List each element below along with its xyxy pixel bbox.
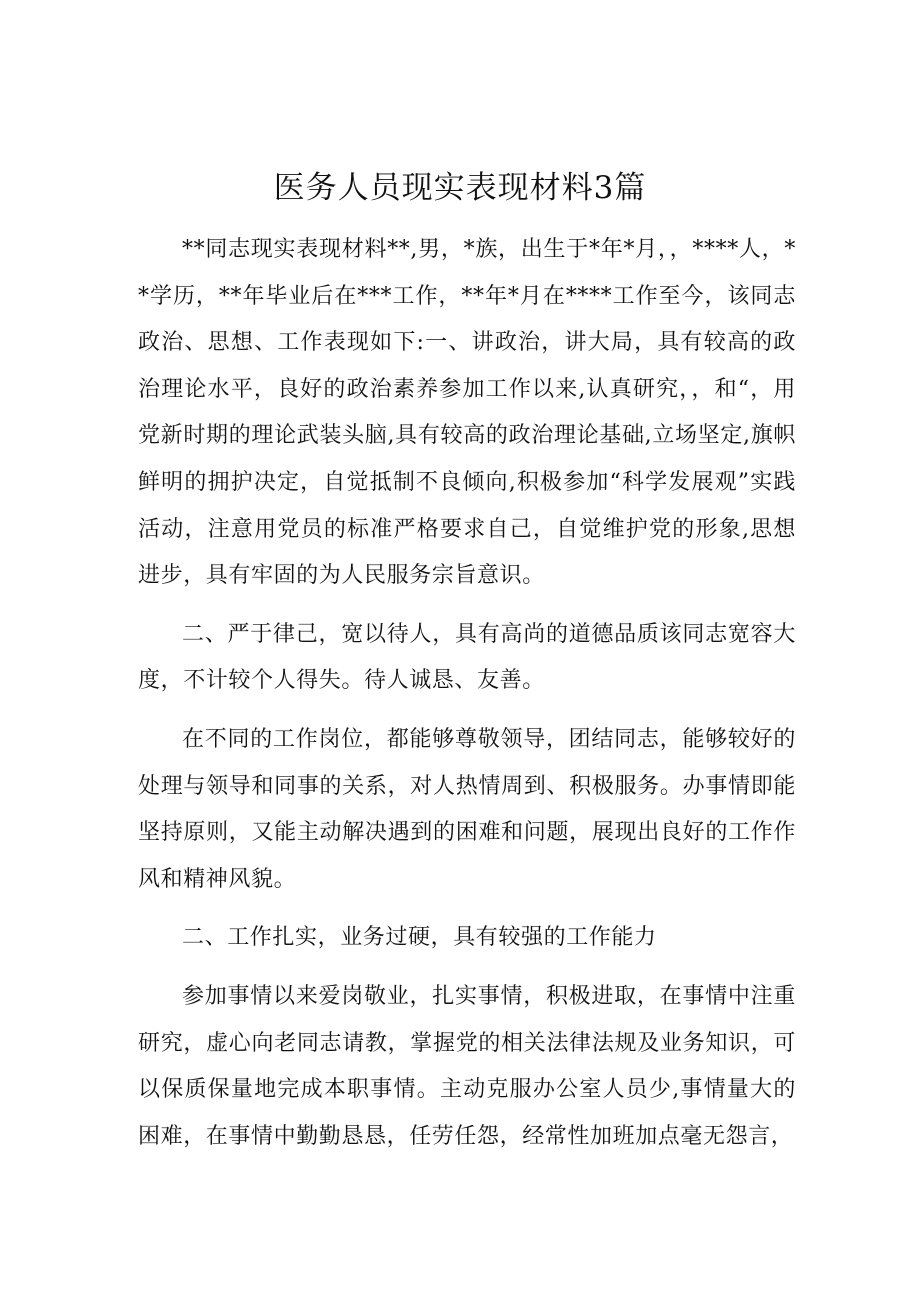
paragraph-5: 参加事情以来爱岗敬业，扎实事情，积极进取，在事情中注重研究，虚心向老同志请教，掌握党的相关法律法规及业务知识，可以保质保量地完成本职事情。主动克服办公室人员少,事情量大的困难，在事情中勤勤恳恳，任劳任怨，经常性加班加点毫无怨言， [138, 983, 796, 1149]
paragraph-1: **同志现实表现材料**,男，*族，出生于*年*月，，****人，**学历，**年毕业后在***工作，**年*月在****工作至今，该同志政治、思想、工作表现如下:一、讲政治，讲大局，具有较高的政治理论水平，良好的政治素养参加工作以来,认真研究，，和“，用党新时期的理论武装头脑,具有较高的政治理论基础,立场坚定,旗帜鲜明的拥护决定，自觉抵制不良倾向,积极参加“科学发展观”实践活动，注意用党员的标准严格要求自己，自觉维护党的形象,思想进步，具有牢固的为人民服务宗旨意识。 [138, 237, 796, 589]
document-body [138, 227, 796, 1160]
paragraph-3: 在不同的工作岗位，都能够尊敬领导，团结同志，能够较好的处理与领导和同事的关系，对人热情周到、积极服务。办事情即能坚持原则，又能主动解决遇到的困难和问题，展现出良好的工作作风和精神风貌。 [138, 726, 796, 892]
paragraph-4: 二、工作扎实，业务过硬，具有较强的工作能力 [182, 925, 657, 951]
paragraph-2: 二、严于律己，宽以待人，具有高尚的道德品质该同志宽容大度，不计较个人得失。待人诚恳、友善。 [138, 621, 796, 694]
document-title: 医务人员现实表现材料3篇 [273, 170, 647, 206]
